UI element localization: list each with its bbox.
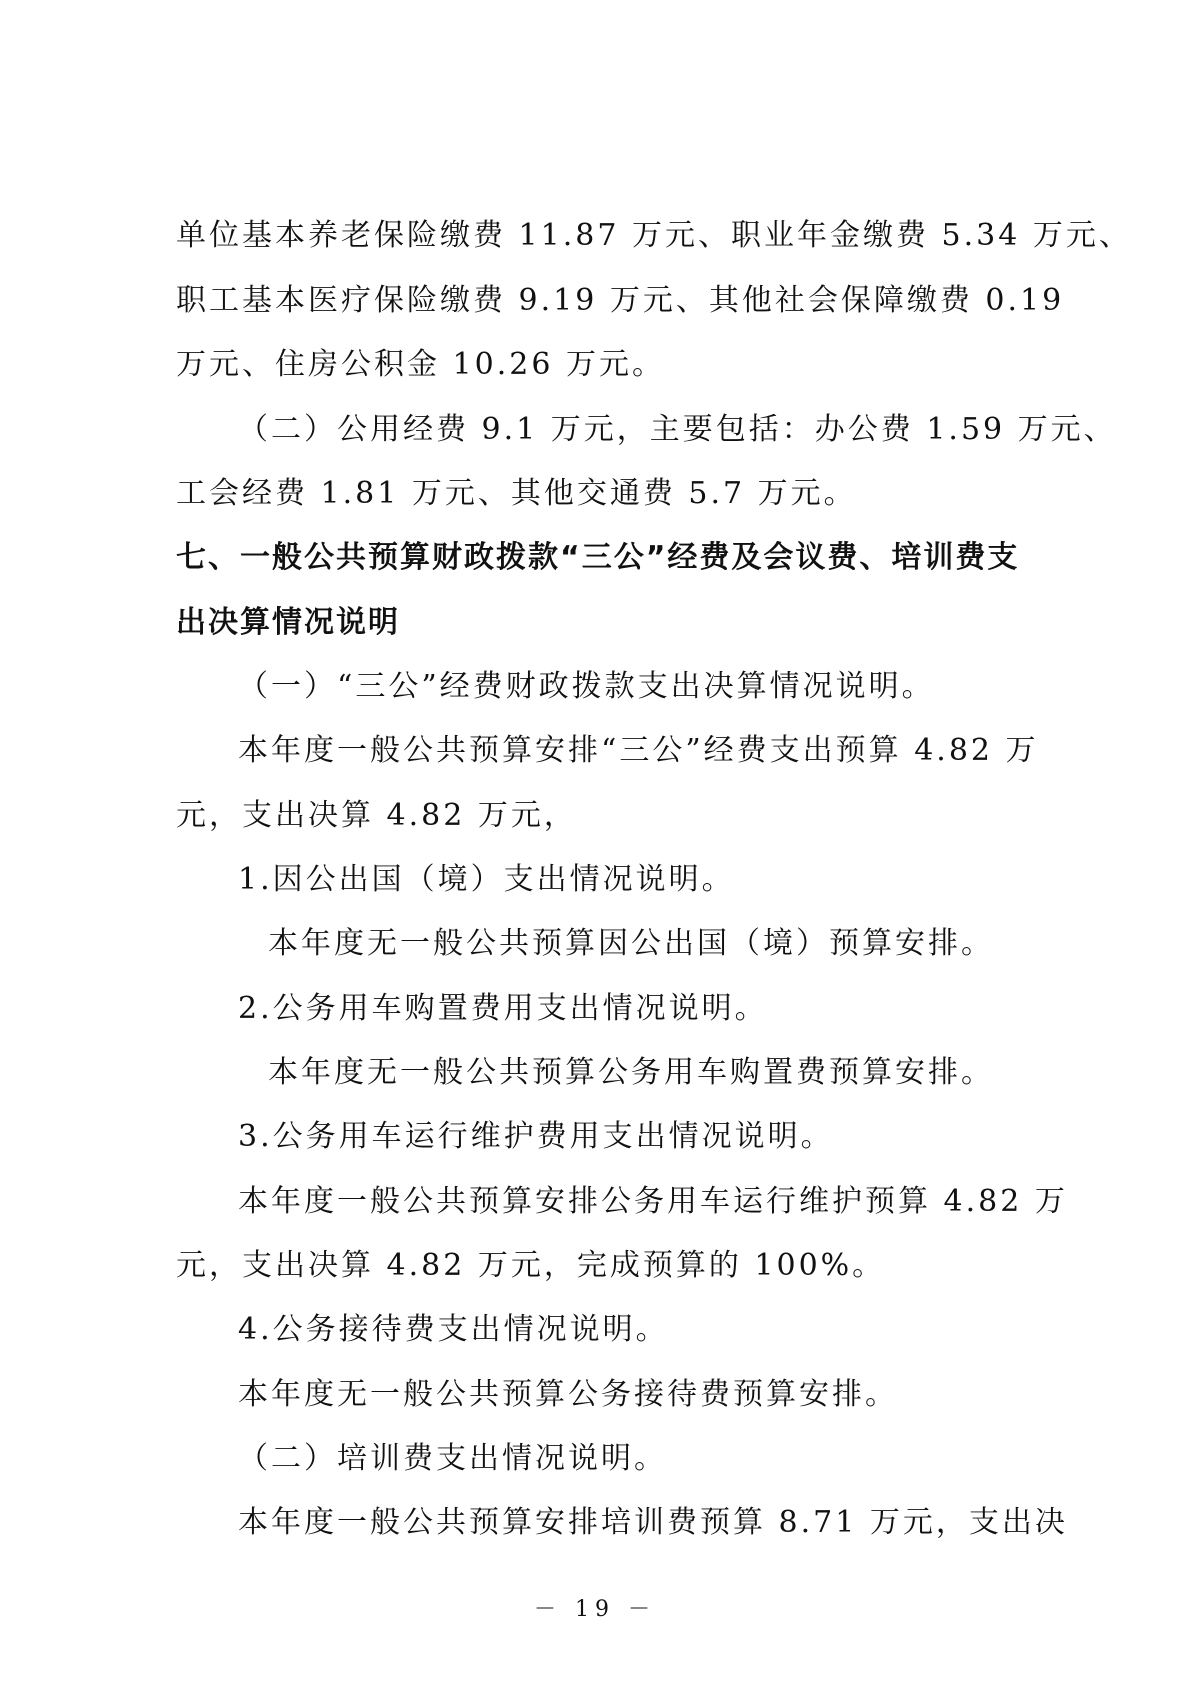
- paragraph-line: 工会经费 1.81 万元、其他交通费 5.7 万元。: [176, 476, 857, 511]
- item-heading: 3.公务用车运行维护费用支出情况说明。: [238, 1119, 834, 1154]
- paragraph-line: 万元、住房公积金 10.26 万元。: [176, 347, 665, 382]
- paragraph-line: （二）公用经费 9.1 万元，主要包括：办公费 1.59 万元、: [238, 412, 1117, 447]
- page-number: － 19 －: [534, 1597, 656, 1622]
- subsection-heading: （一）“三公”经费财政拨款支出决算情况说明。: [238, 669, 935, 704]
- paragraph-line: 元，支出决算 4.82 万元，完成预算的 100%。: [176, 1248, 886, 1283]
- paragraph-line: 单位基本养老保险缴费 11.87 万元、职业年金缴费 5.34 万元、: [176, 218, 1132, 253]
- item-heading: 1.因公出国（境）支出情况说明。: [238, 862, 735, 897]
- paragraph-line: 元，支出决算 4.82 万元，: [176, 798, 577, 833]
- subsection-heading: （二）培训费支出情况说明。: [238, 1441, 667, 1476]
- paragraph-line: 本年度无一般公共预算公务接待费预算安排。: [238, 1377, 898, 1412]
- section-heading: 出决算情况说明: [176, 605, 400, 640]
- paragraph-line: 本年度无一般公共预算因公出国（境）预算安排。: [268, 926, 994, 961]
- section-heading: 七、一般公共预算财政拨款“三公”经费及会议费、培训费支: [176, 540, 1020, 575]
- paragraph-line: 本年度一般公共预算安排培训费预算 8.71 万元，支出决: [238, 1505, 1068, 1540]
- paragraph-line: 职工基本医疗保险缴费 9.19 万元、其他社会保障缴费 0.19: [176, 283, 1065, 318]
- paragraph-line: 本年度无一般公共预算公务用车购置费预算安排。: [268, 1055, 994, 1090]
- paragraph-line: 本年度一般公共预算安排“三公”经费支出预算 4.82 万: [238, 733, 1039, 768]
- item-heading: 4.公务接待费支出情况说明。: [238, 1312, 669, 1347]
- item-heading: 2.公务用车购置费用支出情况说明。: [238, 991, 768, 1026]
- paragraph-line: 本年度一般公共预算安排公务用车运行维护预算 4.82 万: [238, 1184, 1068, 1219]
